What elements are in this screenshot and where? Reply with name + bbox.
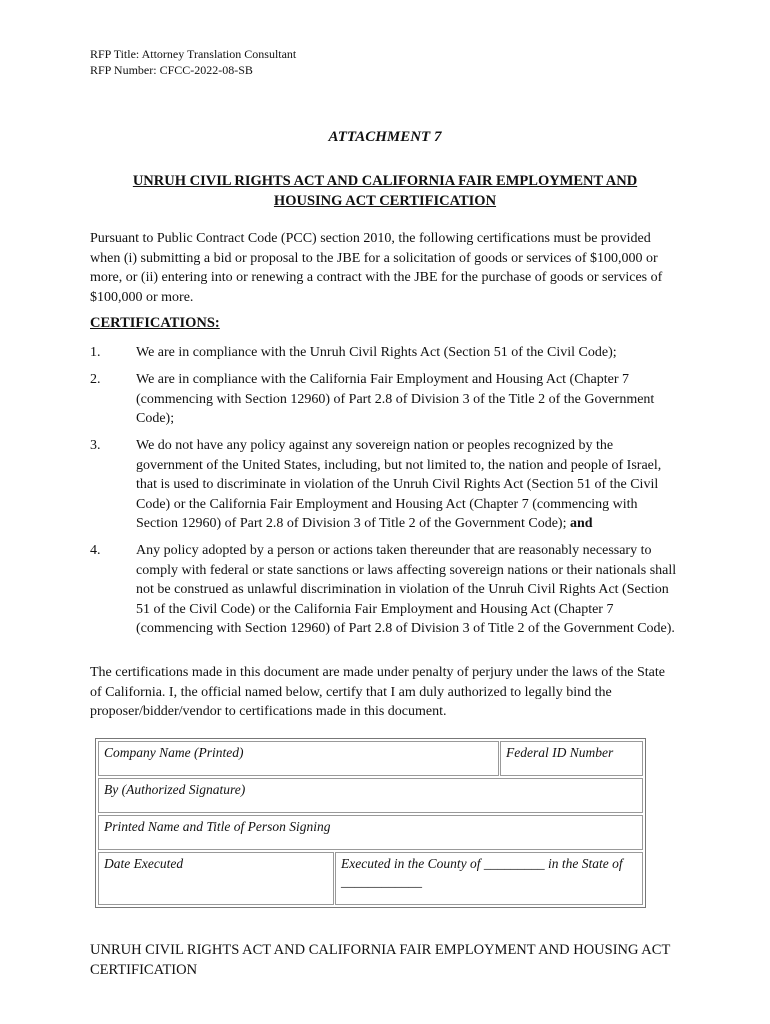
printed-name-label: Printed Name and Title of Person Signing bbox=[104, 819, 331, 834]
printed-name-field[interactable] bbox=[98, 815, 643, 850]
item-number: 3. bbox=[90, 438, 101, 453]
rfp-number: RFP Number: CFCC-2022-08-SB bbox=[90, 63, 253, 77]
company-name-label: Company Name (Printed) bbox=[104, 745, 244, 760]
document-header bbox=[90, 46, 296, 78]
item-suffix: and bbox=[569, 516, 593, 531]
executed-county-label: Executed in the County of _________ in the State of ____________ bbox=[341, 856, 623, 889]
certifications-heading: CERTIFICATIONS: bbox=[90, 315, 220, 331]
rfp-title: RFP Title: Attorney Translation Consultant bbox=[90, 47, 297, 61]
date-executed-label: Date Executed bbox=[104, 856, 184, 871]
item-number: 1. bbox=[90, 345, 101, 360]
attachment-label: ATTACHMENT 7 bbox=[328, 129, 442, 145]
signature-form bbox=[95, 738, 646, 908]
federal-id-label: Federal ID Number bbox=[506, 745, 614, 760]
intro-paragraph: Pursuant to Public Contract Code (PCC) section 2010, the following certifications must be provided when (i) submitting a bid or proposal to the JBE for a solicitation of goods or services of $100,000 or more, or (ii) entering into or renewing a contract with the JBE for the purchase of goods or services of $100,000 or more. bbox=[90, 231, 663, 305]
item-text: We do not have any policy against any sovereign nation or peoples recognized by the government of the United States, including, but not limited to, the nation and people of Israel, that is used to discriminate in violation of the Unruh Civil Rights Act (Section 51 of the Civil Code) or the California Fair Employment and Housing Act (Chapter 7 (commencing with Section 12960) of Part 2.8 of Division 3 of Title 2 of the Government Code); bbox=[136, 438, 662, 531]
executed-county-field[interactable] bbox=[335, 852, 643, 905]
federal-id-field[interactable] bbox=[500, 741, 643, 776]
date-executed-field[interactable] bbox=[98, 852, 334, 905]
document-footer: UNRUH CIVIL RIGHTS ACT AND CALIFORNIA FAIR EMPLOYMENT AND HOUSING ACT CERTIFICATION bbox=[90, 942, 671, 978]
item-text: Any policy adopted by a person or actions taken thereunder that are reasonably necessary to comply with federal or state sanctions or laws affecting sovereign nations or their nationals shall not be construed as unlawful discrimination in violation of the Unruh Civil Rights Act (Section 51 of the Civil Code) or the California Fair Employment and Housing Act (Chapter 7 (commencing with Section 12960) of Part 2.8 of Division 3 of Title 2 of the Government Code). bbox=[136, 543, 677, 636]
company-name-field[interactable] bbox=[98, 741, 499, 776]
item-text-wrapper bbox=[136, 436, 682, 534]
document-title: UNRUH CIVIL RIGHTS ACT AND CALIFORNIA FAIR EMPLOYMENT AND HOUSING ACT CERTIFICATION bbox=[132, 173, 638, 209]
item-number: 2. bbox=[90, 372, 101, 387]
penalty-paragraph: The certifications made in this document are made under penalty of perjury under the laws of the State of California. I, the official named below, certify that I am duly authorized to legally bind the proposer/bidder/vendor to certifications made in this document. bbox=[90, 665, 665, 719]
item-text: We are in compliance with the California Fair Employment and Housing Act (Chapter 7 (commencing with Section 12960) of Part 2.8 of Division 3 of the Title 2 of the Government Code); bbox=[136, 372, 655, 426]
item-text: We are in compliance with the Unruh Civil Rights Act (Section 51 of the Civil Code); bbox=[136, 345, 617, 360]
item-number: 4. bbox=[90, 543, 101, 558]
signature-label: By (Authorized Signature) bbox=[104, 782, 246, 797]
authorized-signature-field[interactable] bbox=[98, 778, 643, 813]
